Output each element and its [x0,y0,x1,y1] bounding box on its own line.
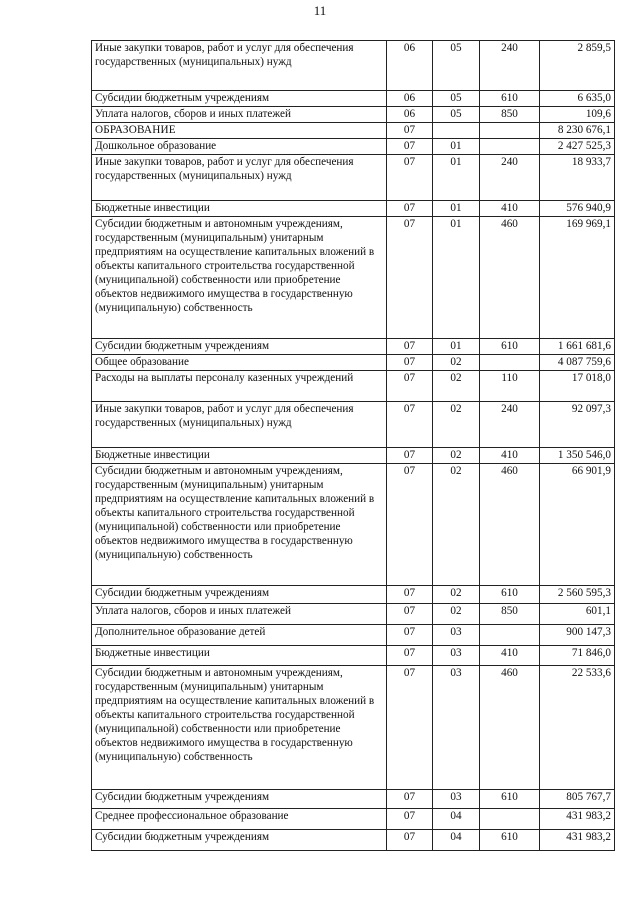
amount: 92 097,3 [540,402,615,448]
row-name: Среднее профессиональное образование [92,809,387,830]
section-code: 07 [387,123,433,139]
amount: 109,6 [540,107,615,123]
table-row [92,464,615,586]
subsection-code: 05 [433,91,480,107]
amount: 71 846,0 [540,646,615,666]
section-code: 07 [387,625,433,646]
subsection-code: 02 [433,355,480,371]
amount: 2 859,5 [540,41,615,91]
amount: 17 018,0 [540,371,615,402]
section-code: 07 [387,604,433,625]
expense-type-code: 850 [480,604,540,625]
subsection-code: 05 [433,107,480,123]
row-name: Иные закупки товаров, работ и услуг для обеспечения государственных (муниципальных) нужд [92,41,387,91]
table-row [92,41,615,91]
subsection-code: 03 [433,790,480,809]
subsection-code: 02 [433,604,480,625]
expense-type-code: 240 [480,402,540,448]
expense-type-code: 610 [480,830,540,851]
section-code: 07 [387,666,433,790]
row-name: Субсидии бюджетным учреждениям [92,790,387,809]
amount: 2 560 595,3 [540,586,615,604]
amount: 1 661 681,6 [540,339,615,355]
page-number: 11 [313,3,327,18]
expense-type-code: 410 [480,201,540,217]
section-code: 06 [387,41,433,91]
row-name: Субсидии бюджетным учреждениям [92,91,387,107]
amount: 805 767,7 [540,790,615,809]
table-row [92,402,615,448]
table-row [92,217,615,339]
table-row [92,155,615,201]
row-name: Уплата налогов, сборов и иных платежей [92,107,387,123]
expense-type-code: 110 [480,371,540,402]
row-name: Дополнительное образование детей [92,625,387,646]
table-row [92,123,615,139]
row-name: Субсидии бюджетным и автономным учреждениям, государственным (муниципальным) унитарным предприятиям на осуществление капитальных вложений в объекты капитального строительства государственной (муниципальной) собственности или приобретение объектов недвижимого имущества в государственную (муниципальную) собственность [92,464,387,586]
amount: 2 427 525,3 [540,139,615,155]
section-code: 07 [387,339,433,355]
section-code: 07 [387,371,433,402]
table-row [92,666,615,790]
expense-type-code: 610 [480,790,540,809]
row-name: Субсидии бюджетным и автономным учреждениям, государственным (муниципальным) унитарным предприятиям на осуществление капитальных вложений в объекты капитального строительства государственной (муниципальной) собственности или приобретение объектов недвижимого имущества в государственную (муниципальную) собственность [92,217,387,339]
expense-type-code: 460 [480,666,540,790]
row-name: Бюджетные инвестиции [92,201,387,217]
expense-type-code: 610 [480,91,540,107]
section-code: 07 [387,355,433,371]
amount: 431 983,2 [540,830,615,851]
table-row [92,790,615,809]
table-row [92,625,615,646]
table-row [92,201,615,217]
expense-type-code: 410 [480,646,540,666]
section-code: 06 [387,107,433,123]
section-code: 07 [387,464,433,586]
subsection-code: 02 [433,586,480,604]
row-name: Бюджетные инвестиции [92,646,387,666]
expense-type-code [480,123,540,139]
row-name: Иные закупки товаров, работ и услуг для обеспечения государственных (муниципальных) нужд [92,155,387,201]
amount: 66 901,9 [540,464,615,586]
amount: 900 147,3 [540,625,615,646]
expense-type-code [480,625,540,646]
amount: 4 087 759,6 [540,355,615,371]
section-code: 07 [387,201,433,217]
section-code: 07 [387,448,433,464]
section-code: 07 [387,139,433,155]
subsection-code: 03 [433,646,480,666]
amount: 1 350 546,0 [540,448,615,464]
subsection-code: 02 [433,371,480,402]
subsection-code: 01 [433,155,480,201]
subsection-code: 01 [433,201,480,217]
section-code: 07 [387,586,433,604]
subsection-code: 03 [433,625,480,646]
table-row [92,139,615,155]
table-row [92,448,615,464]
table-row [92,586,615,604]
row-name: Расходы на выплаты персоналу казенных учреждений [92,371,387,402]
amount: 6 635,0 [540,91,615,107]
amount: 18 933,7 [540,155,615,201]
table-row [92,809,615,830]
amount: 8 230 676,1 [540,123,615,139]
expense-type-code [480,355,540,371]
subsection-code: 04 [433,830,480,851]
section-code: 06 [387,91,433,107]
section-code: 07 [387,646,433,666]
expense-type-code: 610 [480,586,540,604]
amount: 22 533,6 [540,666,615,790]
table-row [92,646,615,666]
amount: 431 983,2 [540,809,615,830]
table-row [92,604,615,625]
row-name: Дошкольное образование [92,139,387,155]
expense-type-code: 240 [480,155,540,201]
section-code: 07 [387,155,433,201]
table-row [92,371,615,402]
subsection-code: 01 [433,217,480,339]
expense-type-code: 460 [480,217,540,339]
subsection-code: 01 [433,139,480,155]
amount: 576 940,9 [540,201,615,217]
table-row [92,91,615,107]
row-name: Иные закупки товаров, работ и услуг для обеспечения государственных (муниципальных) нужд [92,402,387,448]
row-name: Бюджетные инвестиции [92,448,387,464]
row-name: Субсидии бюджетным учреждениям [92,586,387,604]
expense-type-code [480,139,540,155]
expense-type-code: 410 [480,448,540,464]
row-name: Общее образование [92,355,387,371]
subsection-code: 04 [433,809,480,830]
table-row [92,339,615,355]
expense-type-code: 850 [480,107,540,123]
expense-type-code: 240 [480,41,540,91]
subsection-code: 02 [433,402,480,448]
expense-type-code [480,809,540,830]
table-row [92,107,615,123]
budget-table [91,40,615,851]
table-row [92,355,615,371]
subsection-code: 05 [433,41,480,91]
section-code: 07 [387,217,433,339]
expense-type-code: 610 [480,339,540,355]
row-name: Субсидии бюджетным учреждениям [92,339,387,355]
section-code: 07 [387,830,433,851]
subsection-code: 02 [433,448,480,464]
subsection-code: 03 [433,666,480,790]
subsection-code [433,123,480,139]
row-name: Субсидии бюджетным учреждениям [92,830,387,851]
amount: 169 969,1 [540,217,615,339]
subsection-code: 01 [433,339,480,355]
section-code: 07 [387,790,433,809]
row-name: ОБРАЗОВАНИЕ [92,123,387,139]
section-code: 07 [387,402,433,448]
row-name: Уплата налогов, сборов и иных платежей [92,604,387,625]
row-name: Субсидии бюджетным и автономным учреждениям, государственным (муниципальным) унитарным предприятиям на осуществление капитальных вложений в объекты капитального строительства государственной (муниципальной) собственности или приобретение объектов недвижимого имущества в государственную (муниципальную) собственность [92,666,387,790]
section-code: 07 [387,809,433,830]
table-row [92,830,615,851]
expense-type-code: 460 [480,464,540,586]
amount: 601,1 [540,604,615,625]
subsection-code: 02 [433,464,480,586]
